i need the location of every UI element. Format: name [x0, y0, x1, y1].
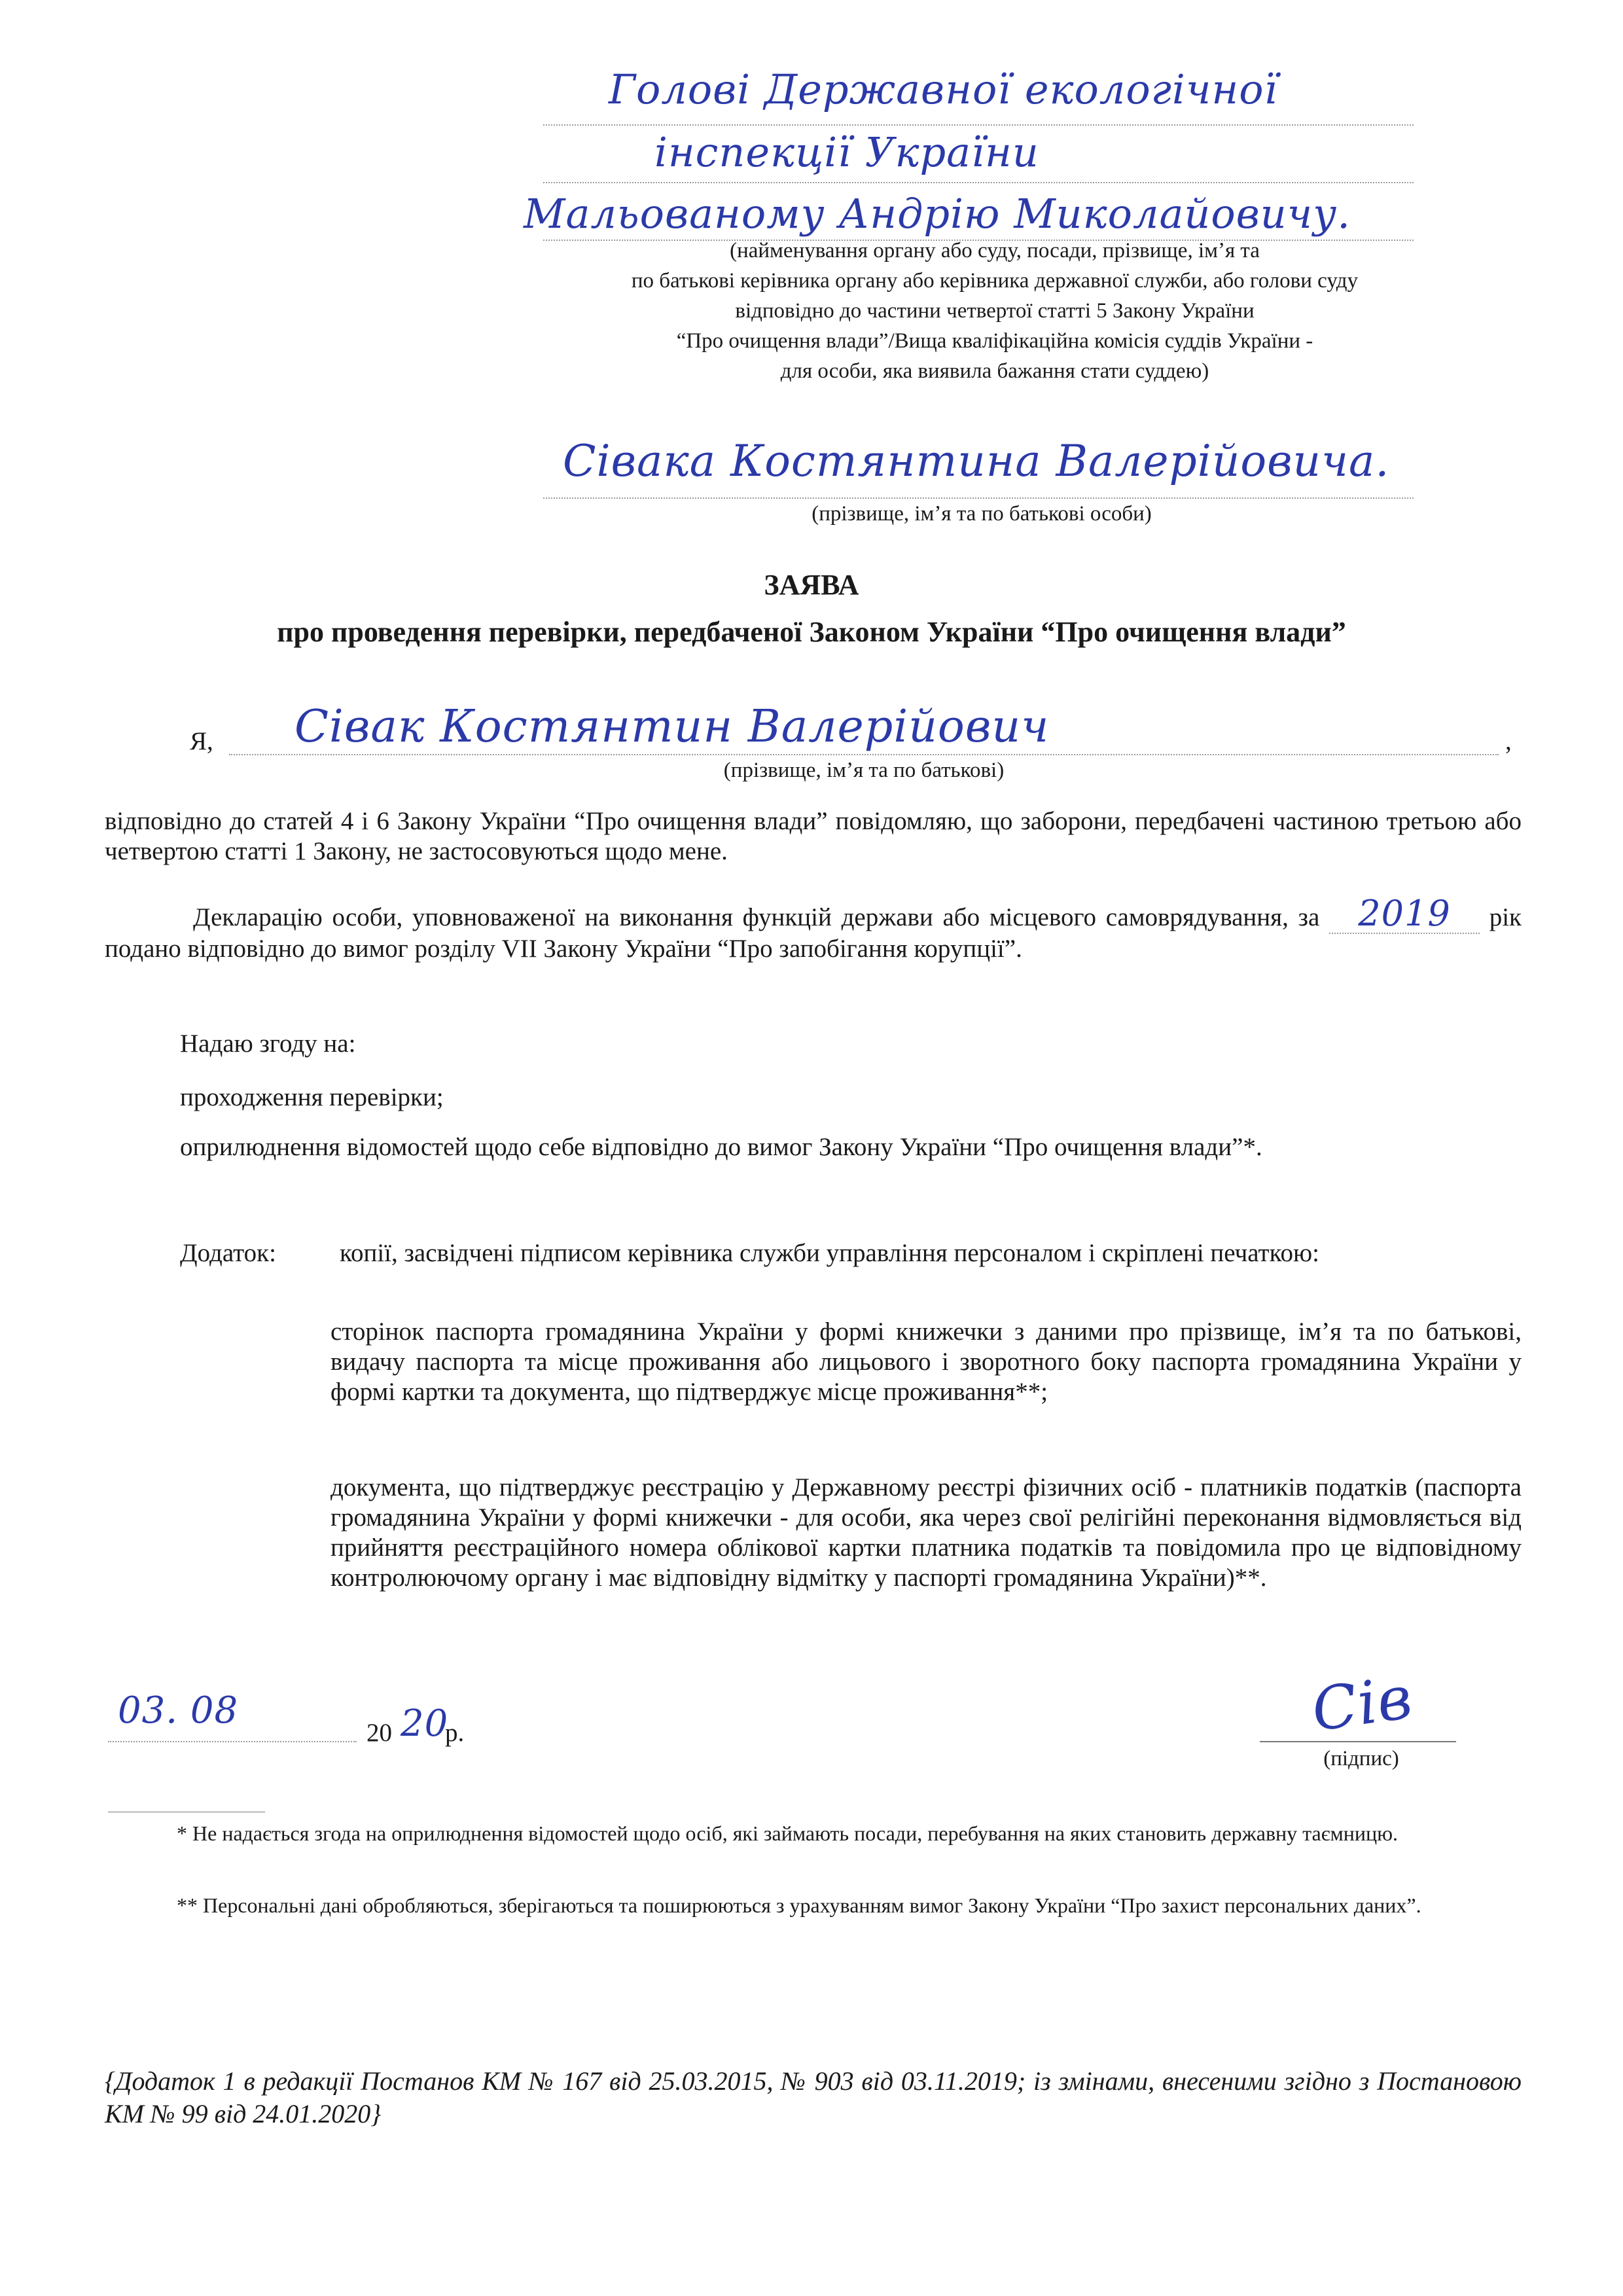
date-year-prefix: 20	[366, 1719, 392, 1747]
date-handwritten-day-month: 03. 08	[118, 1689, 239, 1732]
declaration-text-end: рік подано відповідно до вимог розділу VII Закону України “Про запобігання корупції”.	[105, 903, 1522, 963]
addressee-handwritten-line-2: інспекції України	[654, 128, 1039, 176]
date-year-suffix: р.	[445, 1719, 465, 1747]
attachment-label: Додаток:	[180, 1239, 276, 1267]
declaration-year-handwritten: 2019	[1358, 893, 1451, 934]
date-handwritten-year: 20	[401, 1702, 449, 1745]
body-paragraph-1: відповідно до статей 4 і 6 Закону України “Про очищення влади” повідомляю, що заборони, передбачені частиною третьою або четвертою статті 1 Закону, не застосовуються щодо мене.	[105, 807, 1522, 865]
addressee-caption	[524, 236, 1466, 386]
attachment-item-2: документа, що підтверджує реєстрацію у Державному реєстрі фізичних осіб - платників податків (паспорта громадянина України у формі книжечки - для особи, яка через свої релігійні переконання відмовляється від прийняття реєстраційного номера облікової картки платника податків та повідомила про це відповідному контролюючому органу і має відповідну відмітку у паспорті громадянина України)**.	[330, 1473, 1522, 1592]
addressee-line-2	[543, 182, 1414, 183]
declaration-text-start: Декларацію особи, уповноваженої на виконання функцій держави або місцевого самоврядування, за	[193, 903, 1320, 931]
consent-item-1: проходження перевірки;	[180, 1083, 444, 1111]
sender-caption: (прізвище, імʼя та по батькові особи)	[812, 502, 1152, 526]
footnote-1: * Не надається згода на оприлюднення відомостей щодо осіб, які займають посади, перебування на яких становить державну таємницю.	[177, 1821, 1399, 1845]
addressee-line-1	[543, 124, 1414, 126]
signature-caption: (підпис)	[1323, 1747, 1399, 1770]
signature-line	[1260, 1741, 1456, 1742]
document-subtitle: про проведення перевірки, передбаченої Законом України “Про очищення влади”	[277, 616, 1346, 648]
declaration-year-field	[1329, 893, 1480, 934]
addressee-caption-line: “Про очищення влади”/Вища кваліфікаційна комісія суддів України -	[676, 329, 1313, 353]
addressee-caption-line: (найменування органу або суду, посади, прізвище, імʼя та	[730, 239, 1260, 262]
addressee-caption-line: для особи, яка виявила бажання стати суддею)	[780, 359, 1209, 383]
addressee-caption-line: відповідно до частини четвертої статті 5 Закону України	[735, 299, 1255, 323]
declarant-prefix: Я,	[190, 727, 213, 755]
declarant-suffix: ,	[1505, 727, 1512, 755]
attachment-intro: копії, засвідчені підписом керівника служби управління персоналом і скріплені печаткою:	[340, 1239, 1320, 1267]
consent-title: Надаю згоду на:	[180, 1030, 356, 1058]
declarant-handwritten: Сівак Костянтин Валерійович	[294, 701, 1050, 753]
addressee-handwritten-line-3: Мальованому Андрію Миколайовичу.	[524, 190, 1351, 238]
addressee-caption-line: по батькові керівника органу або керівника державної служби, або голови суду	[631, 269, 1359, 293]
addressee-handwritten-line-1: Голові Державної екологічної	[609, 65, 1278, 113]
attachment-item-1: сторінок паспорта громадянина України у формі книжечки з даними про прізвище, імʼя та по батькові, видачу паспорта та місце проживання або лицьового і зворотного боку паспорта громадянина України у формі картки та документа, що підтверджує місце проживання**;	[330, 1318, 1522, 1406]
signature-mark: Сів	[1308, 1662, 1417, 1746]
document-title: ЗАЯВА	[764, 569, 859, 601]
footnote-2: ** Персональні дані обробляються, зберігаються та поширюються з урахуванням вимог Закону України “Про захист персональних даних”.	[177, 1893, 1421, 1917]
declarant-caption: (прізвище, імʼя та по батькові)	[723, 759, 1005, 782]
sender-handwritten: Сівака Костянтина Валерійовича.	[563, 436, 1390, 486]
editorial-note: {Додаток 1 в редакції Постанов КМ № 167 від 25.03.2015, № 903 від 03.11.2019; із змінами, внесеними згідно з Постановою КМ № 99 від 24.01.2020}	[105, 2066, 1522, 2128]
consent-item-2: оприлюднення відомостей щодо себе відповідно до вимог Закону України “Про очищення влади”*.	[180, 1133, 1262, 1161]
body-paragraph-2	[105, 893, 1522, 964]
date-line	[108, 1741, 357, 1742]
